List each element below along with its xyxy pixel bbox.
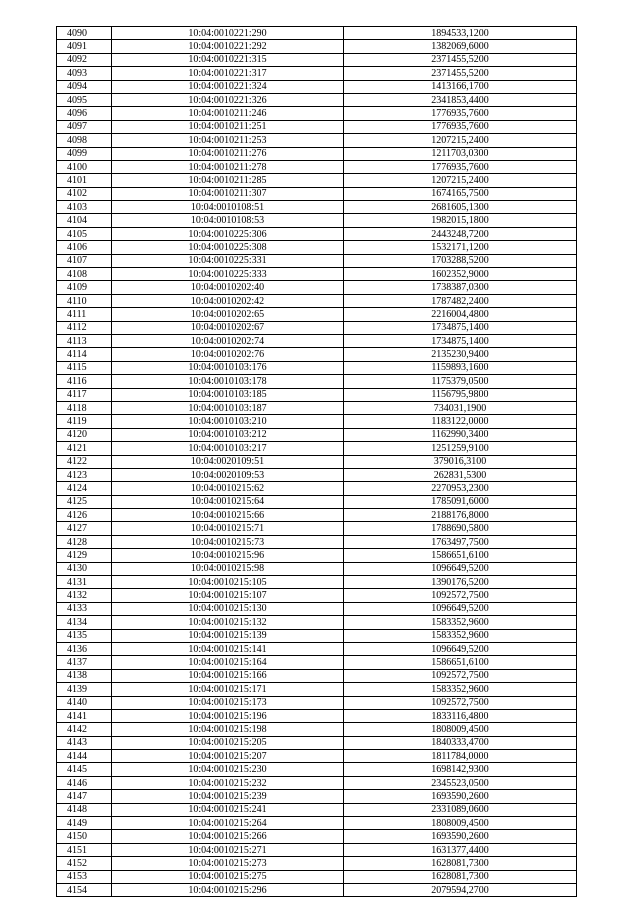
table-row xyxy=(57,857,577,870)
table-row xyxy=(57,348,577,361)
row-number-cell: 4097 xyxy=(57,120,112,133)
row-number-cell: 4136 xyxy=(57,642,112,655)
cadastral-number-cell: 10:04:0010215:130 xyxy=(112,602,344,615)
row-number-cell: 4100 xyxy=(57,160,112,173)
cadastral-number-cell: 10:04:0010211:285 xyxy=(112,174,344,187)
row-number-cell: 4111 xyxy=(57,308,112,321)
cadastral-value-cell: 1413166,1700 xyxy=(344,80,577,93)
cadastral-number-cell: 10:04:0010215:71 xyxy=(112,522,344,535)
table-row xyxy=(57,80,577,93)
row-number-cell: 4149 xyxy=(57,817,112,830)
cadastral-value-cell: 1207215,2400 xyxy=(344,174,577,187)
table-row xyxy=(57,107,577,120)
row-number-cell: 4101 xyxy=(57,174,112,187)
table-row xyxy=(57,455,577,468)
cadastral-value-cell: 1894533,1200 xyxy=(344,27,577,40)
table-row xyxy=(57,803,577,816)
cadastral-number-cell: 10:04:0010202:74 xyxy=(112,334,344,347)
table-row xyxy=(57,308,577,321)
row-number-cell: 4109 xyxy=(57,281,112,294)
cadastral-number-cell: 10:04:0010103:187 xyxy=(112,401,344,414)
cadastral-number-cell: 10:04:0010215:166 xyxy=(112,669,344,682)
cadastral-number-cell: 10:04:0010215:98 xyxy=(112,562,344,575)
row-number-cell: 4133 xyxy=(57,602,112,615)
cadastral-value-cell: 1833116,4800 xyxy=(344,709,577,722)
table-row xyxy=(57,415,577,428)
row-number-cell: 4115 xyxy=(57,361,112,374)
table-row xyxy=(57,736,577,749)
row-number-cell: 4117 xyxy=(57,388,112,401)
cadastral-number-cell: 10:04:0010215:139 xyxy=(112,629,344,642)
row-number-cell: 4122 xyxy=(57,455,112,468)
table-row xyxy=(57,696,577,709)
row-number-cell: 4146 xyxy=(57,776,112,789)
table-row xyxy=(57,602,577,615)
row-number-cell: 4123 xyxy=(57,468,112,481)
table-row xyxy=(57,549,577,562)
table-row xyxy=(57,509,577,522)
row-number-cell: 4098 xyxy=(57,134,112,147)
cadastral-number-cell: 10:04:0010202:42 xyxy=(112,294,344,307)
cadastral-number-cell: 10:04:0010103:185 xyxy=(112,388,344,401)
cadastral-number-cell: 10:04:0010215:96 xyxy=(112,549,344,562)
table-row xyxy=(57,750,577,763)
cadastral-value-cell: 1096649,5200 xyxy=(344,642,577,655)
table-row xyxy=(57,589,577,602)
cadastral-value-cell: 1583352,9600 xyxy=(344,629,577,642)
row-number-cell: 4091 xyxy=(57,40,112,53)
table-row xyxy=(57,214,577,227)
cadastral-number-cell: 10:04:0010211:276 xyxy=(112,147,344,160)
cadastral-number-cell: 10:04:0020109:51 xyxy=(112,455,344,468)
cadastral-number-cell: 10:04:0010215:264 xyxy=(112,817,344,830)
row-number-cell: 4125 xyxy=(57,495,112,508)
cadastral-value-cell: 2135230,9400 xyxy=(344,348,577,361)
table-row xyxy=(57,27,577,40)
cadastral-value-cell: 1096649,5200 xyxy=(344,562,577,575)
cadastral-value-cell: 1738387,0300 xyxy=(344,281,577,294)
cadastral-number-cell: 10:04:0010225:306 xyxy=(112,227,344,240)
cadastral-value-cell: 2188176,8000 xyxy=(344,509,577,522)
row-number-cell: 4151 xyxy=(57,843,112,856)
table-row xyxy=(57,375,577,388)
cadastral-number-cell: 10:04:0010215:271 xyxy=(112,843,344,856)
row-number-cell: 4116 xyxy=(57,375,112,388)
cadastral-number-cell: 10:04:0010215:196 xyxy=(112,709,344,722)
cadastral-value-cell: 1808009,4500 xyxy=(344,817,577,830)
table-row xyxy=(57,495,577,508)
cadastral-number-cell: 10:04:0010221:315 xyxy=(112,53,344,66)
cadastral-number-cell: 10:04:0010103:176 xyxy=(112,361,344,374)
cadastral-number-cell: 10:04:0010215:107 xyxy=(112,589,344,602)
cadastral-value-cell: 2331089,0600 xyxy=(344,803,577,816)
cadastral-number-cell: 10:04:0010215:266 xyxy=(112,830,344,843)
row-number-cell: 4106 xyxy=(57,241,112,254)
cadastral-value-cell: 1532171,1200 xyxy=(344,241,577,254)
table-row xyxy=(57,334,577,347)
table-row xyxy=(57,160,577,173)
cadastral-number-cell: 10:04:0010215:141 xyxy=(112,642,344,655)
row-number-cell: 4105 xyxy=(57,227,112,240)
cadastral-value-cell: 1092572,7500 xyxy=(344,589,577,602)
cadastral-value-cell: 2270953,2300 xyxy=(344,482,577,495)
cadastral-value-cell: 2443248,7200 xyxy=(344,227,577,240)
row-number-cell: 4132 xyxy=(57,589,112,602)
row-number-cell: 4138 xyxy=(57,669,112,682)
cadastral-number-cell: 10:04:0010211:278 xyxy=(112,160,344,173)
row-number-cell: 4119 xyxy=(57,415,112,428)
cadastral-value-cell: 1811784,0000 xyxy=(344,750,577,763)
table-row xyxy=(57,134,577,147)
cadastral-number-cell: 10:04:0010202:40 xyxy=(112,281,344,294)
cadastral-number-cell: 10:04:0010103:210 xyxy=(112,415,344,428)
cadastral-value-cell: 1162990,3400 xyxy=(344,428,577,441)
table-row xyxy=(57,790,577,803)
cadastral-value-cell: 1382069,6000 xyxy=(344,40,577,53)
row-number-cell: 4095 xyxy=(57,93,112,106)
cadastral-value-cell: 1096649,5200 xyxy=(344,602,577,615)
cadastral-number-cell: 10:04:0010108:53 xyxy=(112,214,344,227)
cadastral-number-cell: 10:04:0010225:331 xyxy=(112,254,344,267)
table-row xyxy=(57,656,577,669)
cadastral-value-cell: 1390176,5200 xyxy=(344,576,577,589)
table-row xyxy=(57,227,577,240)
table-row xyxy=(57,428,577,441)
row-number-cell: 4107 xyxy=(57,254,112,267)
row-number-cell: 4131 xyxy=(57,576,112,589)
row-number-cell: 4121 xyxy=(57,442,112,455)
cadastral-number-cell: 10:04:0010215:105 xyxy=(112,576,344,589)
cadastral-value-cell: 2079594,2700 xyxy=(344,884,577,897)
cadastral-number-cell: 10:04:0010103:212 xyxy=(112,428,344,441)
table-row xyxy=(57,67,577,80)
cadastral-value-cell: 1787482,2400 xyxy=(344,294,577,307)
cadastral-number-cell: 10:04:0010221:326 xyxy=(112,93,344,106)
cadastral-value-cell: 262831,5300 xyxy=(344,468,577,481)
cadastral-number-cell: 10:04:0010215:171 xyxy=(112,683,344,696)
cadastral-value-cell: 379016,3100 xyxy=(344,455,577,468)
cadastral-number-cell: 10:04:0010215:64 xyxy=(112,495,344,508)
cadastral-value-cell: 1092572,7500 xyxy=(344,696,577,709)
row-number-cell: 4108 xyxy=(57,268,112,281)
cadastral-number-cell: 10:04:0010211:251 xyxy=(112,120,344,133)
table-row xyxy=(57,576,577,589)
cadastral-value-cell: 1840333,4700 xyxy=(344,736,577,749)
row-number-cell: 4118 xyxy=(57,401,112,414)
table-body xyxy=(57,27,577,897)
cadastral-number-cell: 10:04:0010215:132 xyxy=(112,616,344,629)
table-row xyxy=(57,120,577,133)
cadastral-value-cell: 1602352,9000 xyxy=(344,268,577,281)
table-row xyxy=(57,776,577,789)
cadastral-value-cell: 1776935,7600 xyxy=(344,120,577,133)
cadastral-value-cell: 2371455,5200 xyxy=(344,67,577,80)
cadastral-number-cell: 10:04:0010221:292 xyxy=(112,40,344,53)
cadastral-number-cell: 10:04:0010215:66 xyxy=(112,509,344,522)
cadastral-number-cell: 10:04:0010215:296 xyxy=(112,884,344,897)
table-row xyxy=(57,268,577,281)
table-row xyxy=(57,642,577,655)
table-row xyxy=(57,294,577,307)
cadastral-number-cell: 10:04:0010215:205 xyxy=(112,736,344,749)
cadastral-value-cell: 2341853,4400 xyxy=(344,93,577,106)
row-number-cell: 4103 xyxy=(57,201,112,214)
row-number-cell: 4104 xyxy=(57,214,112,227)
row-number-cell: 4110 xyxy=(57,294,112,307)
cadastral-number-cell: 10:04:0010103:217 xyxy=(112,442,344,455)
row-number-cell: 4096 xyxy=(57,107,112,120)
table-row xyxy=(57,40,577,53)
row-number-cell: 4113 xyxy=(57,334,112,347)
cadastral-value-cell: 1698142,9300 xyxy=(344,763,577,776)
row-number-cell: 4139 xyxy=(57,683,112,696)
table-row xyxy=(57,817,577,830)
table-row xyxy=(57,830,577,843)
cadastral-number-cell: 10:04:0010215:230 xyxy=(112,763,344,776)
cadastral-value-cell: 1211703,0300 xyxy=(344,147,577,160)
table-row xyxy=(57,442,577,455)
cadastral-value-cell: 1628081,7300 xyxy=(344,870,577,883)
cadastral-number-cell: 10:04:0010211:246 xyxy=(112,107,344,120)
table-row xyxy=(57,321,577,334)
cadastral-value-cell: 1207215,2400 xyxy=(344,134,577,147)
cadastral-value-cell: 1586651,6100 xyxy=(344,656,577,669)
table-row xyxy=(57,683,577,696)
row-number-cell: 4120 xyxy=(57,428,112,441)
cadastral-number-cell: 10:04:0010202:65 xyxy=(112,308,344,321)
row-number-cell: 4153 xyxy=(57,870,112,883)
cadastral-value-cell: 2681605,1300 xyxy=(344,201,577,214)
row-number-cell: 4092 xyxy=(57,53,112,66)
cadastral-value-cell: 2345523,0500 xyxy=(344,776,577,789)
cadastral-number-cell: 10:04:0010202:67 xyxy=(112,321,344,334)
cadastral-number-cell: 10:04:0010215:73 xyxy=(112,535,344,548)
cadastral-value-cell: 1693590,2600 xyxy=(344,830,577,843)
row-number-cell: 4127 xyxy=(57,522,112,535)
table-row xyxy=(57,522,577,535)
cadastral-value-cell: 1734875,1400 xyxy=(344,334,577,347)
table-row xyxy=(57,723,577,736)
row-number-cell: 4135 xyxy=(57,629,112,642)
table-row xyxy=(57,629,577,642)
cadastral-number-cell: 10:04:0010215:232 xyxy=(112,776,344,789)
cadastral-value-cell: 2216004,4800 xyxy=(344,308,577,321)
table-row xyxy=(57,468,577,481)
cadastral-value-cell: 1092572,7500 xyxy=(344,669,577,682)
cadastral-number-cell: 10:04:0010221:317 xyxy=(112,67,344,80)
row-number-cell: 4147 xyxy=(57,790,112,803)
table-row xyxy=(57,535,577,548)
cadastral-value-cell: 1586651,6100 xyxy=(344,549,577,562)
table-row xyxy=(57,174,577,187)
row-number-cell: 4099 xyxy=(57,147,112,160)
row-number-cell: 4152 xyxy=(57,857,112,870)
cadastral-value-cell: 1674165,7500 xyxy=(344,187,577,200)
row-number-cell: 4143 xyxy=(57,736,112,749)
table-row xyxy=(57,669,577,682)
row-number-cell: 4134 xyxy=(57,616,112,629)
table-row xyxy=(57,843,577,856)
cadastral-number-cell: 10:04:0010215:241 xyxy=(112,803,344,816)
table-row xyxy=(57,281,577,294)
row-number-cell: 4102 xyxy=(57,187,112,200)
cadastral-value-cell: 1734875,1400 xyxy=(344,321,577,334)
cadastral-number-cell: 10:04:0010221:290 xyxy=(112,27,344,40)
row-number-cell: 4129 xyxy=(57,549,112,562)
table-row xyxy=(57,254,577,267)
cadastral-value-table xyxy=(56,26,577,897)
cadastral-value-cell: 1183122,0000 xyxy=(344,415,577,428)
table-row xyxy=(57,147,577,160)
table-row xyxy=(57,562,577,575)
cadastral-number-cell: 10:04:0010202:76 xyxy=(112,348,344,361)
table-row xyxy=(57,187,577,200)
cadastral-number-cell: 10:04:0010221:324 xyxy=(112,80,344,93)
cadastral-value-cell: 1693590,2600 xyxy=(344,790,577,803)
table-row xyxy=(57,53,577,66)
cadastral-number-cell: 10:04:0010225:333 xyxy=(112,268,344,281)
row-number-cell: 4150 xyxy=(57,830,112,843)
cadastral-value-cell: 734031,1900 xyxy=(344,401,577,414)
cadastral-value-cell: 1251259,9100 xyxy=(344,442,577,455)
row-number-cell: 4137 xyxy=(57,656,112,669)
cadastral-value-cell: 1159893,1600 xyxy=(344,361,577,374)
cadastral-value-cell: 1785091,6000 xyxy=(344,495,577,508)
cadastral-number-cell: 10:04:0010103:178 xyxy=(112,375,344,388)
row-number-cell: 4144 xyxy=(57,750,112,763)
cadastral-number-cell: 10:04:0010215:62 xyxy=(112,482,344,495)
cadastral-number-cell: 10:04:0010215:173 xyxy=(112,696,344,709)
cadastral-value-cell: 1808009,4500 xyxy=(344,723,577,736)
cadastral-value-cell: 1763497,7500 xyxy=(344,535,577,548)
cadastral-number-cell: 10:04:0010215:198 xyxy=(112,723,344,736)
table-row xyxy=(57,388,577,401)
row-number-cell: 4126 xyxy=(57,509,112,522)
cadastral-number-cell: 10:04:0010215:275 xyxy=(112,870,344,883)
table-row xyxy=(57,709,577,722)
cadastral-value-cell: 1175379,0500 xyxy=(344,375,577,388)
cadastral-number-cell: 10:04:0010215:273 xyxy=(112,857,344,870)
cadastral-value-cell: 1776935,7600 xyxy=(344,107,577,120)
cadastral-number-cell: 10:04:0020109:53 xyxy=(112,468,344,481)
cadastral-number-cell: 10:04:0010211:253 xyxy=(112,134,344,147)
row-number-cell: 4124 xyxy=(57,482,112,495)
row-number-cell: 4154 xyxy=(57,884,112,897)
table-row xyxy=(57,884,577,897)
cadastral-value-cell: 2371455,5200 xyxy=(344,53,577,66)
cadastral-number-cell: 10:04:0010215:207 xyxy=(112,750,344,763)
row-number-cell: 4093 xyxy=(57,67,112,80)
cadastral-value-cell: 1583352,9600 xyxy=(344,616,577,629)
row-number-cell: 4145 xyxy=(57,763,112,776)
cadastral-number-cell: 10:04:0010225:308 xyxy=(112,241,344,254)
row-number-cell: 4094 xyxy=(57,80,112,93)
cadastral-value-cell: 1982015,1800 xyxy=(344,214,577,227)
cadastral-value-cell: 1156795,9800 xyxy=(344,388,577,401)
cadastral-value-cell: 1631377,4400 xyxy=(344,843,577,856)
row-number-cell: 4128 xyxy=(57,535,112,548)
cadastral-number-cell: 10:04:0010211:307 xyxy=(112,187,344,200)
row-number-cell: 4090 xyxy=(57,27,112,40)
cadastral-number-cell: 10:04:0010108:51 xyxy=(112,201,344,214)
table-row xyxy=(57,763,577,776)
table-row xyxy=(57,201,577,214)
row-number-cell: 4112 xyxy=(57,321,112,334)
cadastral-value-cell: 1703288,5200 xyxy=(344,254,577,267)
table-row xyxy=(57,401,577,414)
cadastral-value-cell: 1583352,9600 xyxy=(344,683,577,696)
cadastral-value-cell: 1788690,5800 xyxy=(344,522,577,535)
row-number-cell: 4148 xyxy=(57,803,112,816)
cadastral-number-cell: 10:04:0010215:164 xyxy=(112,656,344,669)
table-row xyxy=(57,616,577,629)
table-row xyxy=(57,241,577,254)
row-number-cell: 4114 xyxy=(57,348,112,361)
cadastral-value-cell: 1776935,7600 xyxy=(344,160,577,173)
row-number-cell: 4130 xyxy=(57,562,112,575)
table-row xyxy=(57,361,577,374)
row-number-cell: 4142 xyxy=(57,723,112,736)
row-number-cell: 4140 xyxy=(57,696,112,709)
row-number-cell: 4141 xyxy=(57,709,112,722)
cadastral-number-cell: 10:04:0010215:239 xyxy=(112,790,344,803)
cadastral-value-cell: 1628081,7300 xyxy=(344,857,577,870)
table-row xyxy=(57,870,577,883)
table-row xyxy=(57,482,577,495)
table-row xyxy=(57,93,577,106)
